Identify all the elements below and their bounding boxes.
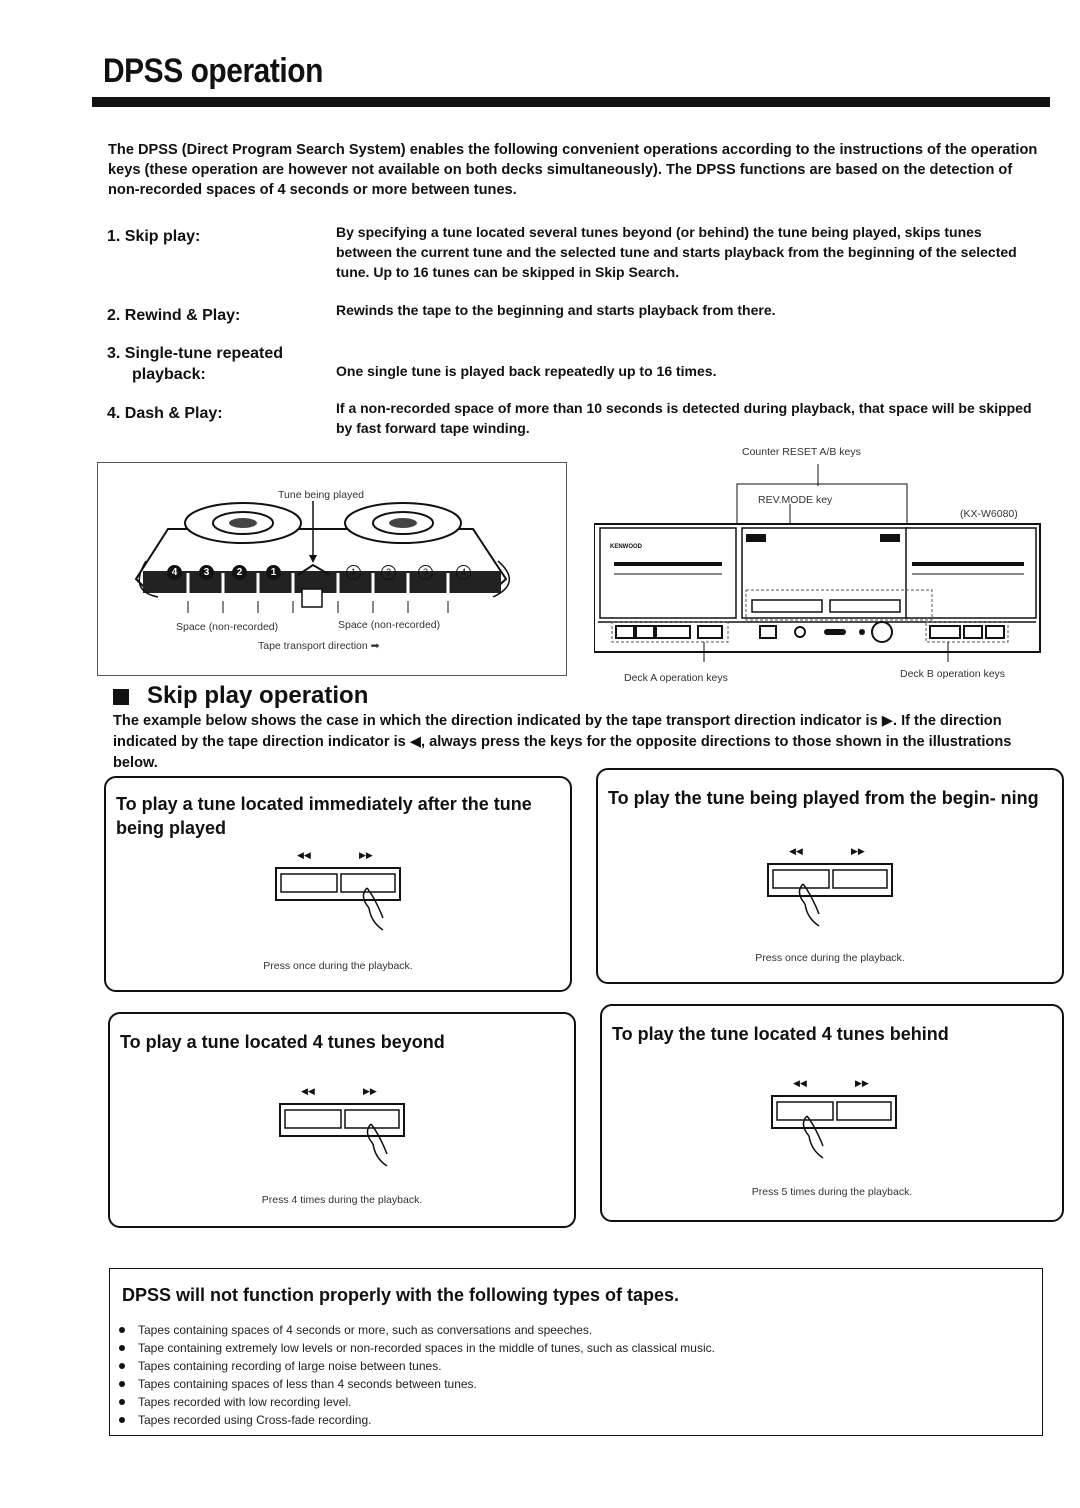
deck-diagram <box>594 462 1042 692</box>
feature-desc-dash: If a non-recorded space of more than 10 seconds is detected during playback, that space will be skipped by fast forward tape winding. <box>336 400 1032 436</box>
example-box-next-tune <box>104 776 572 992</box>
list-item: Tapes containing spaces of less than 4 seconds between tunes. <box>116 1375 1026 1393</box>
list-item: Tapes recorded with low recording level. <box>116 1393 1026 1411</box>
rev-mode-label: REV.MODE key <box>758 494 833 506</box>
warning-list <box>116 1321 1026 1429</box>
keypad <box>767 1078 902 1178</box>
tune-number-filled-1: 1 <box>266 565 281 580</box>
warning-box <box>109 1268 1043 1436</box>
rewind-key-symbol: ◀◀ <box>297 850 311 860</box>
space-left-label: Space (non-recorded) <box>176 621 279 633</box>
feature-label-repeat-2: playback: <box>132 366 206 383</box>
list-item: Tapes containing spaces of 4 seconds or more, such as conversations and speeches. <box>116 1321 1026 1339</box>
press-instruction: Press once during the playback. <box>263 960 413 972</box>
press-ff-icon <box>271 864 406 950</box>
box-title: To play the tune located 4 tunes behind <box>612 1024 949 1044</box>
tune-number-open-1: 1 <box>346 565 361 580</box>
feature-desc-repeat: One single tune is played back repeatedly up to 16 times. <box>336 363 717 379</box>
ff-key-symbol: ▶▶ <box>363 1086 377 1096</box>
title-rule <box>92 97 1050 107</box>
feature-desc-rewind: Rewinds the tape to the beginning and starts playback from there. <box>336 302 776 318</box>
deck-b-keys-label: Deck B operation keys <box>900 668 1006 680</box>
tape-diagram <box>97 462 567 676</box>
section-bullet <box>113 689 129 705</box>
rewind-key-symbol: ◀◀ <box>301 1086 315 1096</box>
feature-label-repeat: 3. Single-tune repeated <box>107 345 284 362</box>
intro-paragraph: The DPSS (Direct Program Search System) enables the following convenient operations according to the instructions of the operation keys (these operation are however not available on both decks simultaneously). The DPSS functions are based on the detection of non-recorded spaces of 4 seconds or more between tunes. <box>108 142 1038 198</box>
space-right-label: Space (non-recorded) <box>338 619 441 631</box>
feature-desc-skip: By specifying a tune located several tunes beyond (or behind) the tune being played, skips tunes between the current tune and the selected tune and starts playback from the beginning of the selected tune. Up to 16 tunes can be skipped in Skip Search. <box>336 224 1017 280</box>
deck-a-keys-label: Deck A operation keys <box>624 672 728 684</box>
brand-logo: KENWOOD <box>610 544 642 550</box>
tape-direction-label: Tape transport direction ➡ <box>258 640 380 652</box>
feature-label-skip: 1. Skip play: <box>107 228 201 245</box>
tune-number-filled-2: 2 <box>232 565 247 580</box>
model-label: (KX-W6080) <box>960 508 1018 520</box>
keypad <box>763 846 898 946</box>
example-box-restart-tune <box>596 768 1064 984</box>
feature-label-dash: 4. Dash & Play: <box>107 405 223 422</box>
tune-number-open-2: 2 <box>381 565 396 580</box>
rewind-key-symbol: ◀◀ <box>793 1078 807 1088</box>
press-instruction: Press once during the playback. <box>755 952 905 964</box>
example-box-4-behind <box>600 1004 1064 1222</box>
keypad <box>271 850 406 950</box>
tune-number-filled-3: 3 <box>199 565 214 580</box>
example-box-4-beyond <box>108 1012 576 1228</box>
ff-key-symbol: ▶▶ <box>851 846 865 856</box>
skip-heading: Skip play operation <box>147 682 369 709</box>
list-item: Tapes containing recording of large noise between tunes. <box>116 1357 1026 1375</box>
ff-key-symbol: ▶▶ <box>359 850 373 860</box>
tune-number-open-3: 3 <box>418 565 433 580</box>
press-instruction: Press 4 times during the playback. <box>261 1194 423 1206</box>
keypad <box>275 1086 410 1186</box>
box-title: To play a tune located 4 tunes beyond <box>120 1032 445 1052</box>
skip-description: The example below shows the case in which the direction indicated by the tape transport direction indicator is ▶. If the direction indicated by the tape direction indicator is ◀, always press the keys for the opposite directions to those shown in the illustrations below. <box>113 713 1012 771</box>
rewind-key-symbol: ◀◀ <box>789 846 803 856</box>
press-instruction: Press 5 times during the playback. <box>751 1186 913 1198</box>
press-rewind-icon <box>763 860 898 946</box>
counter-reset-label: Counter RESET A/B keys <box>742 446 861 458</box>
tune-number-open-4: 4 <box>456 565 471 580</box>
tune-number-filled-4: 4 <box>167 565 182 580</box>
page-title: DPSS operation <box>103 52 323 90</box>
ff-key-symbol: ▶▶ <box>855 1078 869 1088</box>
box-title: To play a tune located immediately after the tune being played <box>116 794 532 838</box>
box-title: To play the tune being played from the begin- ning <box>608 788 1039 808</box>
list-item: Tape containing extremely low levels or non-recorded spaces in the middle of tunes, such as classical music. <box>116 1339 1026 1357</box>
list-item: Tapes recorded using Cross-fade recording. <box>116 1411 1026 1429</box>
press-ff-icon <box>275 1100 410 1186</box>
warning-title: DPSS will not function properly with the following types of tapes. <box>122 1285 680 1305</box>
tune-being-played-label: Tune being played <box>278 489 365 501</box>
feature-label-rewind: 2. Rewind & Play: <box>107 307 241 324</box>
press-rewind-icon <box>767 1092 902 1178</box>
